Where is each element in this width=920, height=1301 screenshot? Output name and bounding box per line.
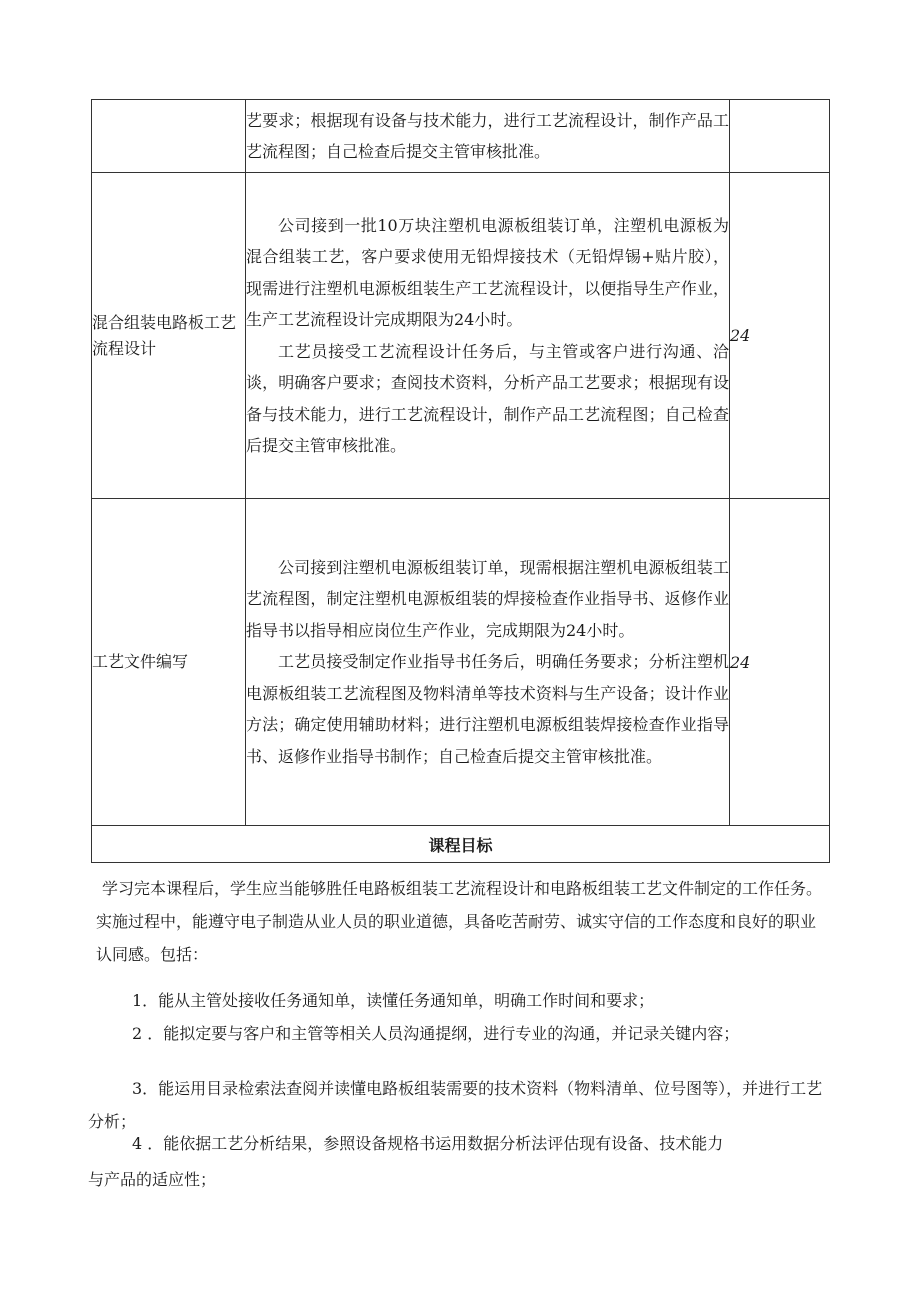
hours-cell: 24: [730, 173, 830, 499]
goal-item: 4 ．能依据工艺分析结果，参照设备规格书运用数据分析法评估现有设备、技术能力: [132, 1134, 724, 1153]
task-name-cell: 混合组装电路板工艺流程设计: [92, 173, 246, 499]
section-title-cell: 课程目标: [92, 826, 830, 863]
table-row: [92, 826, 830, 863]
task-description-cell: [246, 173, 730, 499]
goal-item: 2 ．能拟定要与客户和主管等相关人员沟通提纲，进行专业的沟通，并记录关键内容；: [132, 1024, 740, 1043]
task-description-cell: [246, 499, 730, 826]
goal-item: 与产品的适应性；: [88, 1170, 217, 1189]
description-paragraph: 公司接到注塑机电源板组装订单，现需根据注塑机电源板组装工艺流程图，制定注塑机电源板组装的焊接检查作业指导书、返修作业指导书以指导相应岗位生产作业，完成期限为24小时。: [246, 557, 729, 640]
table-row: [92, 173, 830, 499]
goal-item: 3．能运用目录检索法查阅并读懂电路板组装需要的技术资料（物料清单、位号图等），并进行工艺分析；: [88, 1079, 823, 1131]
task-description-cell: [246, 100, 730, 173]
hours-cell: 24: [730, 499, 830, 826]
goal-item: 1．能从主管处接收任务通知单，读懂任务通知单，明确工作时间和要求；: [132, 991, 655, 1010]
table-row: [92, 499, 830, 826]
description-paragraph: 工艺员接受工艺流程设计任务后，与主管或客户进行沟通、洽谈，明确客户要求；查阅技术资料，分析产品工艺要求；根据现有设备与技术能力，进行工艺流程设计，制作产品工艺流程图；自己检查后提交主管审核批准。: [246, 341, 729, 455]
goals-intro: 学习完本课程后，学生应当能够胜任电路板组装工艺流程设计和电路板组装工艺文件制定的工作任务。实施过程中，能遵守电子制造从业人员的职业道德，具备吃苦耐劳、诚实守信的工作态度和良好的职业认同感。包括：: [96, 879, 823, 964]
table-row: [92, 100, 830, 173]
description-paragraph: 工艺员接受制定作业指导书任务后，明确任务要求；分析注塑机电源板组装工艺流程图及物料清单等技术资料与生产设备；设计作业方法；确定使用辅助材料；进行注塑机电源板组装焊接检查作业指导书、返修作业指导书制作；自己检查后提交主管审核批准。: [246, 652, 729, 766]
description-paragraph: 艺要求；根据现有设备与技术能力，进行工艺流程设计，制作产品工艺流程图；自己检查后提交主管审核批准。: [246, 110, 729, 161]
description-paragraph: 公司接到一批10万块注塑机电源板组装订单，注塑机电源板为混合组装工艺，客户要求使用无铅焊接技术（无铅焊锡+贴片胶），现需进行注塑机电源板组装生产工艺流程设计，以便指导生产作业，生产工艺流程设计完成期限为24小时。: [246, 215, 729, 329]
task-table: [91, 99, 830, 863]
task-name-cell: [92, 100, 246, 173]
task-name-cell: 工艺文件编写: [92, 499, 246, 826]
hours-cell: [730, 100, 830, 173]
